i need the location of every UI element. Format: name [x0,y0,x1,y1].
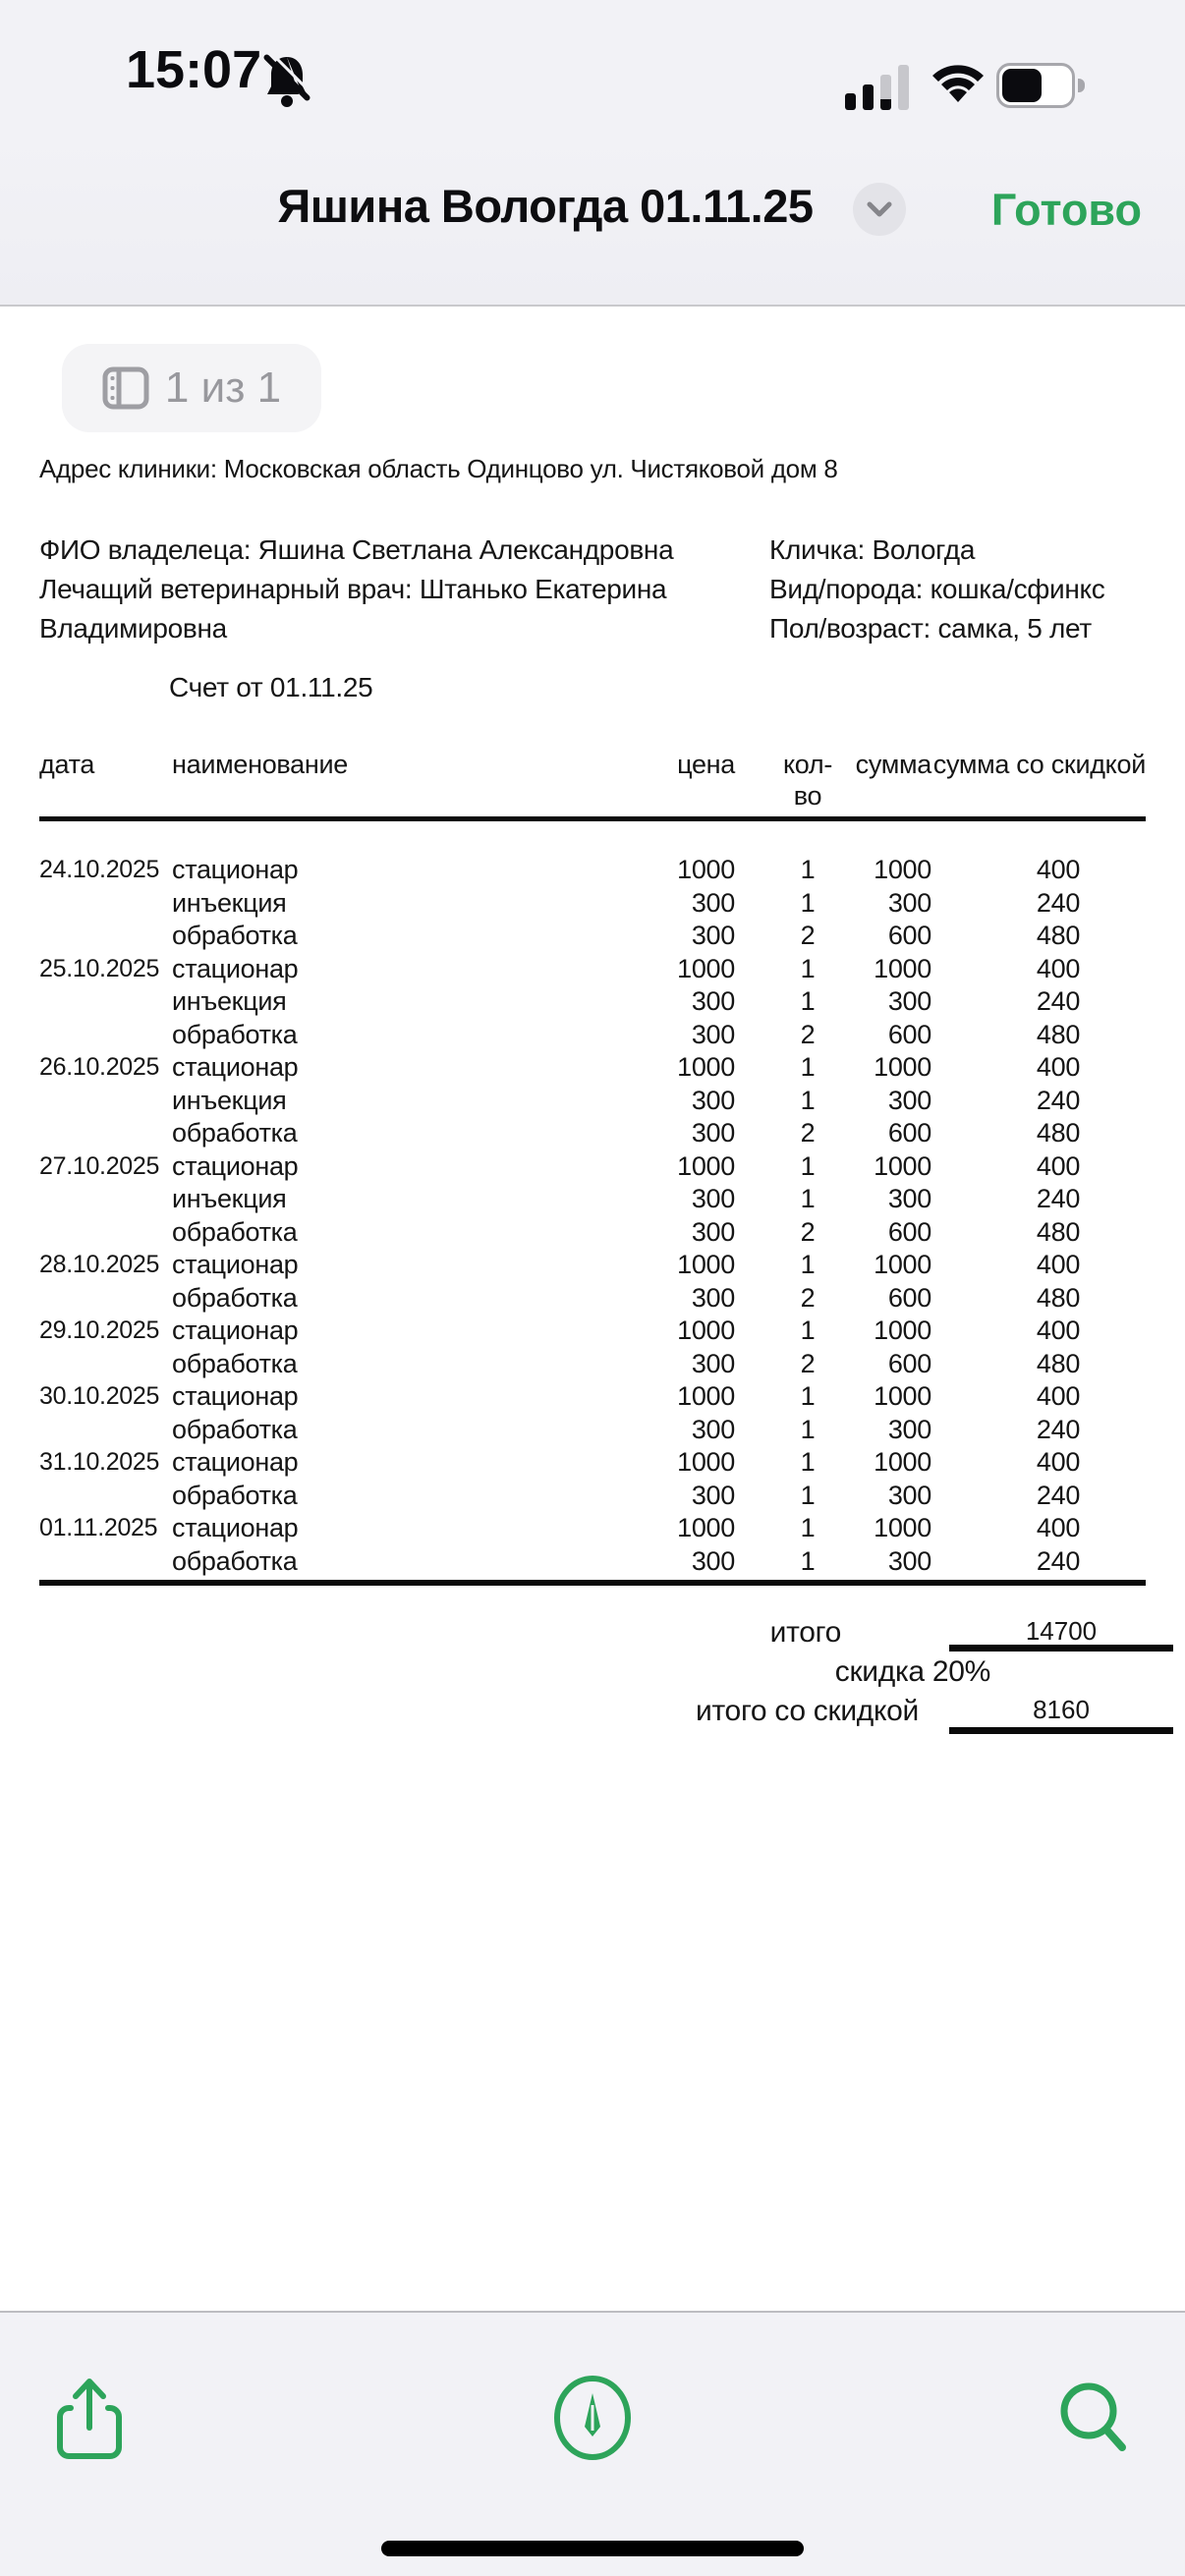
cell-price: 1000 [677,1316,735,1345]
cell-sum: 600 [887,1019,931,1049]
cell-qty: 1 [800,1513,816,1542]
cell-disc: 240 [1036,1184,1081,1213]
cell-price: 300 [691,1480,735,1510]
breed-line: Вид/порода: кошка/сфинкс [769,574,1105,604]
bell-slash-icon [259,51,314,115]
share-icon [57,2377,122,2459]
cell-qty: 1 [800,855,816,884]
cell-disc: 240 [1036,1480,1081,1510]
cell-disc: 240 [1036,1414,1081,1444]
cell-qty: 1 [800,1414,816,1444]
cell-name: стационар [172,953,299,983]
cell-disc: 240 [1036,986,1081,1016]
table-row [39,887,1146,921]
table-row [39,1282,1146,1316]
cell-disc: 400 [1036,1052,1081,1082]
cell-sum: 600 [887,1118,931,1148]
sidebar-pages-icon [102,366,149,410]
cell-disc: 480 [1036,1216,1081,1247]
discount-label: скидка 20% [834,1655,990,1688]
cell-price: 300 [691,1545,735,1576]
cell-price: 300 [691,1348,735,1378]
cell-disc: 400 [1036,1447,1081,1477]
table-row [39,1183,1146,1216]
cell-disc: 400 [1036,855,1081,884]
cell-price: 300 [691,1216,735,1247]
pet-name-line: Кличка: Вологда [769,534,976,565]
cell-date [39,887,172,921]
table-row [39,920,1146,953]
header-sum: сумма [855,750,931,779]
cell-price: 1000 [677,855,735,884]
owner-column [39,531,769,648]
cell-sum: 300 [887,887,931,918]
cell-price: 300 [691,1414,735,1444]
battery-icon [996,63,1085,108]
cell-sum: 1000 [874,1150,931,1181]
sex-age-line: Пол/возраст: самка, 5 лет [769,613,1092,644]
header-price: цена [677,750,735,779]
cell-name: стационар [172,1381,299,1411]
cell-name: инъекция [172,1085,287,1115]
cell-name: обработка [172,1348,298,1378]
header-disc: сумма со скидкой [932,750,1146,779]
cell-sum: 600 [887,1282,931,1313]
cell-qty: 1 [800,1150,816,1181]
cell-date [39,1480,172,1513]
page-indicator[interactable] [62,344,321,432]
table-row [39,1545,1146,1579]
cell-sum: 1000 [874,855,931,884]
table-row [39,1480,1146,1513]
cell-disc: 480 [1036,1348,1081,1378]
cell-name: обработка [172,1019,298,1049]
cell-disc: 480 [1036,1019,1081,1049]
cell-date [39,1414,172,1447]
cell-sum: 1000 [874,1316,931,1345]
cell-sum: 1000 [874,1447,931,1477]
cell-date: 29.10.2025 [39,1316,160,1344]
cell-price: 300 [691,1118,735,1148]
cell-name: инъекция [172,986,287,1016]
cell-date [39,1216,172,1250]
cell-price: 300 [691,1019,735,1049]
table-row [39,953,1146,986]
nav-bar [0,128,1185,307]
cell-sum: 300 [887,1085,931,1115]
header-date: дата [39,750,95,779]
cell-name: стационар [172,1250,299,1279]
cell-name: стационар [172,1513,299,1542]
cell-qty: 1 [800,887,816,918]
cell-date [39,1085,172,1118]
cell-disc: 400 [1036,1513,1081,1542]
cell-disc: 400 [1036,1250,1081,1279]
cell-sum: 600 [887,921,931,950]
cell-date: 26.10.2025 [39,1053,160,1081]
cell-qty: 1 [800,1381,816,1411]
totals-rule [39,1580,1146,1586]
cell-disc: 400 [1036,953,1081,983]
cell-qty: 1 [800,1052,816,1082]
cell-disc: 240 [1036,1085,1081,1115]
cell-date [39,1183,172,1216]
cell-price: 1000 [677,1381,735,1411]
cell-date: 01.11.2025 [39,1514,158,1541]
cell-name: стационар [172,1052,299,1082]
cell-price: 1000 [677,1250,735,1279]
table-row [39,854,1146,887]
cell-name: обработка [172,1282,298,1313]
cell-price: 300 [691,986,735,1016]
table-row [39,1315,1146,1348]
cell-name: стационар [172,855,299,884]
discounted-total-value: 8160 [949,1695,1173,1734]
cell-disc: 240 [1036,1545,1081,1576]
cell-sum: 600 [887,1348,931,1378]
cell-sum: 300 [887,986,931,1016]
cell-price: 1000 [677,1447,735,1477]
table-row [39,1249,1146,1282]
header-qty: кол-во [782,750,833,811]
header-name: наименование [172,750,348,779]
pet-column [769,531,1146,648]
cell-name: обработка [172,1480,298,1510]
patient-info [39,531,1146,648]
cell-price: 300 [691,887,735,918]
cell-qty: 1 [800,1480,816,1510]
done-button[interactable]: Готово [990,185,1142,235]
cell-date [39,1545,172,1579]
search-icon [1058,2380,1129,2455]
cell-qty: 1 [800,1085,816,1115]
table-row [39,1117,1146,1150]
cell-qty: 1 [800,1545,816,1576]
cell-name: обработка [172,1545,298,1576]
cell-name: обработка [172,921,298,950]
cellular-signal-icon [845,63,914,110]
cell-qty: 2 [800,1118,816,1148]
cell-sum: 1000 [874,1513,931,1542]
cell-date: 25.10.2025 [39,954,160,982]
cell-disc: 480 [1036,1282,1081,1313]
cell-price: 1000 [677,953,735,983]
cell-date: 31.10.2025 [39,1448,160,1476]
cell-disc: 400 [1036,1381,1081,1411]
cell-qty: 1 [800,1184,816,1213]
cell-date [39,920,172,953]
cell-price: 1000 [677,1513,735,1542]
cell-qty: 2 [800,1348,816,1378]
document-page [0,307,1185,2311]
table-row [39,1348,1146,1381]
cell-date [39,1117,172,1150]
cell-name: обработка [172,1216,298,1247]
cell-qty: 2 [800,921,816,950]
cell-price: 1000 [677,1150,735,1181]
table-row [39,1512,1146,1545]
markup-pen-icon [553,2376,632,2460]
cell-date [39,1282,172,1316]
table-row [39,1380,1146,1414]
cell-sum: 300 [887,1480,931,1510]
cell-price: 300 [691,921,735,950]
cell-disc: 400 [1036,1150,1081,1181]
cell-qty: 2 [800,1019,816,1049]
cell-qty: 1 [800,1316,816,1345]
table-row [39,1414,1146,1447]
table-row [39,1085,1146,1118]
cell-sum: 600 [887,1216,931,1247]
cell-price: 1000 [677,1052,735,1082]
table-row [39,1150,1146,1184]
bottom-toolbar [0,2311,1185,2576]
table-row [39,1019,1146,1052]
cell-sum: 1000 [874,1250,931,1279]
wifi-icon [928,59,988,111]
cell-price: 300 [691,1085,735,1115]
invoice-title: Счет от 01.11.25 [169,672,373,702]
cell-disc: 480 [1036,1118,1081,1148]
total-value: 14700 [949,1616,1173,1652]
cell-sum: 1000 [874,1381,931,1411]
document-title: Яшина Вологда 01.11.25 [277,180,814,232]
cell-qty: 1 [800,1250,816,1279]
home-indicator[interactable] [381,2541,804,2556]
services-table [39,749,1146,1578]
cell-date [39,985,172,1019]
total-label: итого [769,1616,841,1649]
table-row [39,1051,1146,1085]
cell-date: 27.10.2025 [39,1151,160,1180]
status-time: 15:07 [126,40,262,99]
table-header-row [39,749,1146,812]
cell-date: 28.10.2025 [39,1251,160,1278]
cell-name: стационар [172,1316,299,1345]
cell-name: инъекция [172,887,287,918]
markup-button[interactable] [548,2374,637,2462]
vet-line: Лечащий ветеринарный врач: Штанько Екатерина Владимировна [39,574,667,644]
cell-price: 300 [691,1282,735,1313]
cell-qty: 1 [800,986,816,1016]
clinic-address: Адрес клиники: Московская область Одинцово ул. Чистяковой дом 8 [39,454,838,483]
cell-date [39,1019,172,1052]
cell-name: обработка [172,1414,298,1444]
chevron-down-icon [867,201,892,217]
cell-name: стационар [172,1447,299,1477]
cell-sum: 300 [887,1545,931,1576]
cell-sum: 300 [887,1184,931,1213]
share-button[interactable] [45,2374,134,2462]
title-menu-button[interactable] [853,183,906,236]
cell-disc: 240 [1036,887,1081,918]
cell-qty: 2 [800,1216,816,1247]
table-row [39,1216,1146,1250]
owner-name-line: ФИО владелеца: Яшина Светлана Александровна [39,534,674,565]
discounted-total-label: итого со скидкой [696,1695,919,1727]
cell-date [39,1348,172,1381]
search-button[interactable] [1049,2374,1138,2462]
cell-qty: 1 [800,953,816,983]
table-body [39,854,1146,1578]
cell-name: стационар [172,1150,299,1181]
cell-sum: 300 [887,1414,931,1444]
cell-qty: 2 [800,1282,816,1313]
cell-disc: 400 [1036,1316,1081,1345]
cell-name: инъекция [172,1184,287,1213]
page-indicator-label: 1 из 1 [164,364,282,412]
cell-qty: 1 [800,1447,816,1477]
table-row [39,985,1146,1019]
cell-name: обработка [172,1118,298,1148]
cell-date: 30.10.2025 [39,1382,160,1410]
cell-sum: 1000 [874,1052,931,1082]
cell-sum: 1000 [874,953,931,983]
cell-date: 24.10.2025 [39,856,160,883]
cell-price: 300 [691,1184,735,1213]
status-bar [0,0,1185,128]
cell-disc: 480 [1036,921,1081,950]
table-row [39,1446,1146,1480]
header-rule [39,816,1146,821]
